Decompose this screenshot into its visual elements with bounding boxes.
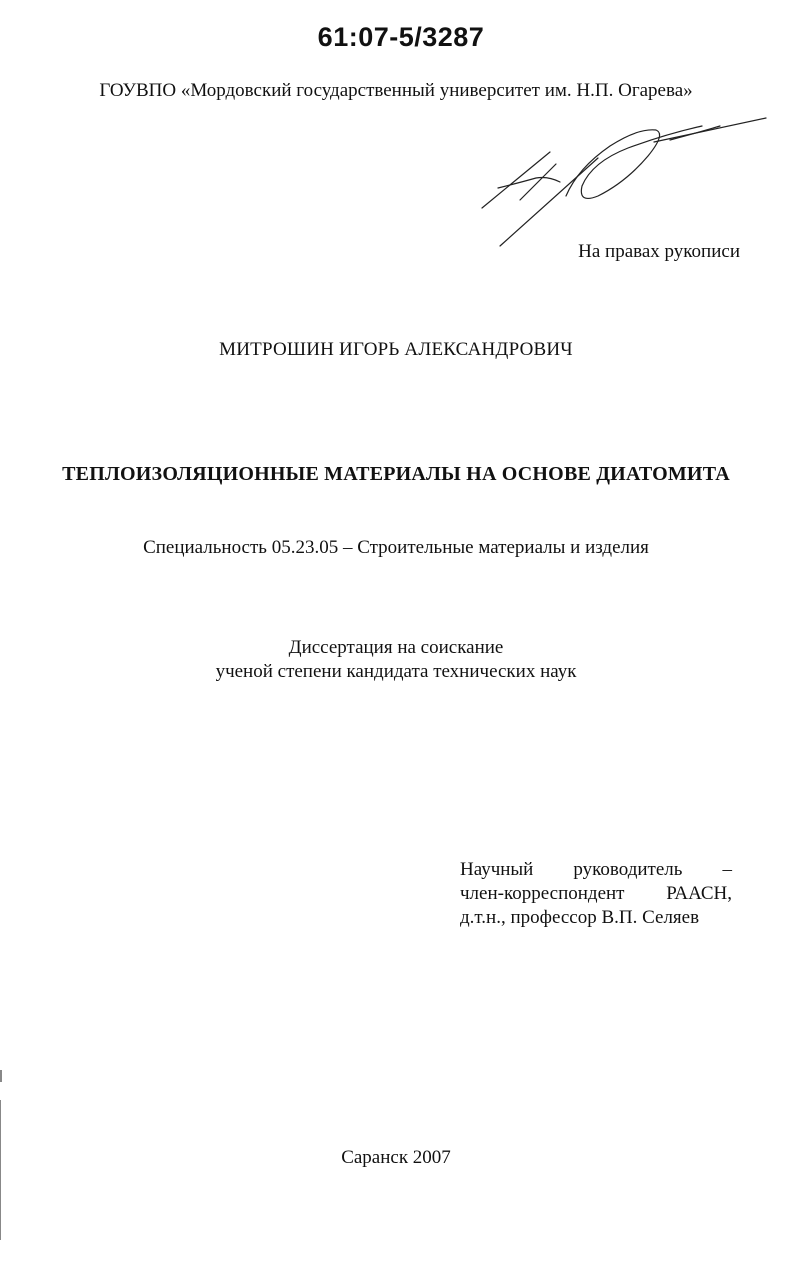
author-name: МИТРОШИН ИГОРЬ АЛЕКСАНДРОВИЧ bbox=[219, 339, 573, 360]
signature-icon bbox=[470, 112, 770, 252]
dissertation-degree bbox=[0, 636, 792, 684]
scan-edge-mark bbox=[0, 1070, 2, 1082]
supervisor-block bbox=[460, 858, 732, 930]
dissertation-line-1: Диссертация на соискание bbox=[288, 637, 504, 658]
institution-name: ГОУВПО «Мордовский государственный университет им. Н.П. Огарева» bbox=[99, 80, 693, 101]
supervisor-line-1: Научный руководитель – bbox=[460, 859, 732, 880]
supervisor-line-3: д.т.н., профессор В.П. Селяев bbox=[460, 907, 700, 928]
dissertation-line-2: ученой степени кандидата технических наук bbox=[215, 661, 577, 682]
catalog-number: 61:07-5/3287 bbox=[317, 22, 485, 52]
city-year: Саранск 2007 bbox=[341, 1147, 451, 1168]
specialty: Специальность 05.23.05 – Строительные материалы и изделия bbox=[143, 537, 649, 558]
scan-edge-line bbox=[0, 1100, 1, 1240]
dissertation-title: ТЕПЛОИЗОЛЯЦИОННЫЕ МАТЕРИАЛЫ НА ОСНОВЕ ДИАТОМИТА bbox=[62, 463, 730, 485]
rights-note: На правах рукописи bbox=[578, 241, 740, 262]
supervisor-line-2: член-корреспондент РААСН, bbox=[460, 883, 732, 904]
